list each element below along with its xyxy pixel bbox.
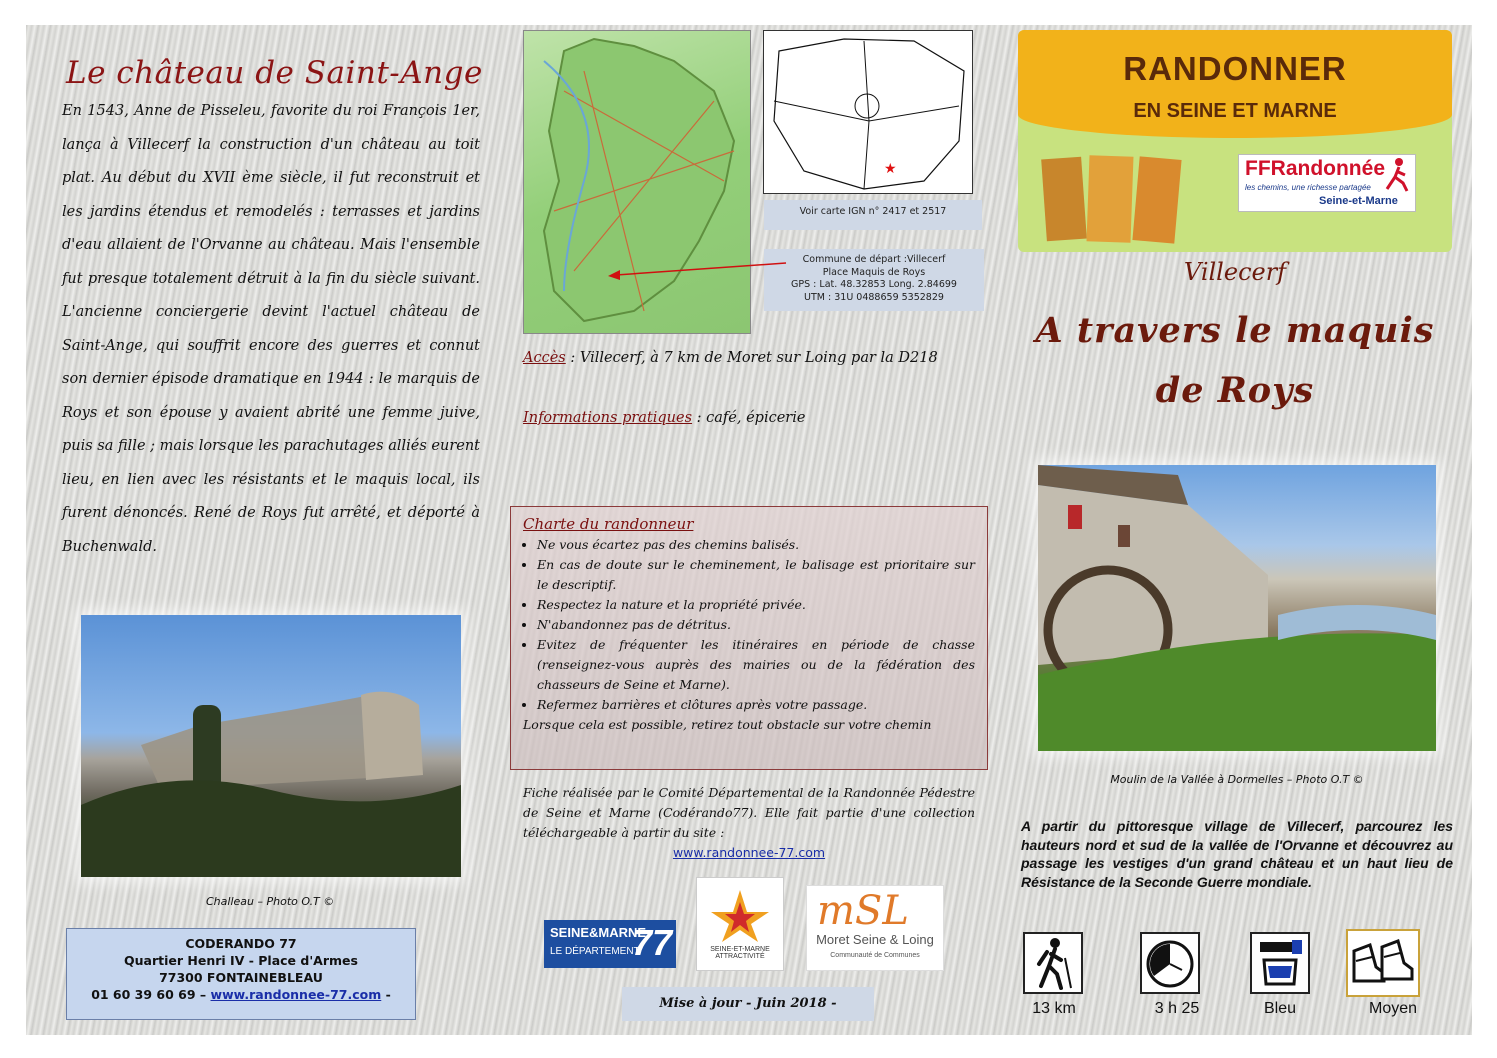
access-text: : Villecerf, à 7 km de Moret sur Loing par la D218 xyxy=(565,350,938,366)
clock-icon xyxy=(1140,932,1200,994)
castle-photo-caption: Challeau – Photo O.T © xyxy=(206,895,335,908)
fiche-text: Fiche réalisée par le Comité Départemental de la Randonnée Pédestre de Seine et Marne (Codérando77). Elle fait partie d'une collection téléchargeable à partir du site : xyxy=(523,785,975,840)
moret-seine-loing-logo xyxy=(806,885,944,971)
place-name: Villecerf xyxy=(1183,258,1287,286)
walk-title-line2: de Roys xyxy=(1155,370,1315,411)
distance-value: 13 km xyxy=(1032,1000,1076,1017)
duration-value: 3 h 25 xyxy=(1154,1000,1200,1017)
ign-map-note: Voir carte IGN n° 2417 et 2517 xyxy=(764,200,982,230)
departure-place: Place Maquis de Roys xyxy=(822,266,926,278)
address-city: 77300 FONTAINEBLEAU xyxy=(159,970,323,985)
brochure-page xyxy=(26,25,1472,1035)
address-suffix: - xyxy=(381,987,391,1002)
guide-cover-2 xyxy=(1087,155,1134,242)
mill-photo xyxy=(1038,465,1436,751)
address-contact xyxy=(67,986,415,1003)
castle-title: Le château de Saint-Ange xyxy=(66,55,483,91)
charter-item: • Refermez barrières et clôtures après votre passage. xyxy=(537,695,975,715)
departure-gps: GPS : Lat. 48.32853 Long. 2.84699 xyxy=(791,279,957,290)
address-org: CODERANDO 77 xyxy=(185,936,297,951)
ff-tagline: les chemins, une richesse partagée xyxy=(1245,183,1371,192)
charter-item: • N'abandonnez pas de détritus. xyxy=(537,615,975,635)
ile-de-france-map xyxy=(763,30,973,194)
fiche-website-link[interactable]: www.randonnee-77.com xyxy=(672,845,826,860)
walk-description: A partir du pittoresque village de Villecerf, parcourez les hauteurs nord et sud de la vallée de l'Orvanne et découvrez au passage les vestiges d'un grand château et un haut lieu de Résistance de la Seconde Guerre mondiale. xyxy=(1021,818,1453,890)
difficulty-value: Moyen xyxy=(1368,1000,1418,1017)
charter-item: • En cas de doute sur le cheminement, le balisage est prioritaire sur le descriptif. xyxy=(537,555,975,595)
msl-mark-icon: mSL xyxy=(817,888,909,934)
hiker-charter-box xyxy=(510,506,988,770)
ff-sub: Seine-et-Marne xyxy=(1319,195,1398,207)
address-box xyxy=(66,928,416,1020)
charter-item: • Evitez de fréquenter les itinéraires en période de chasse (renseignez-vous auprès des mairies ou de la fédération des chasseurs de Seine et Marne). xyxy=(537,635,975,695)
department-map xyxy=(523,30,751,334)
mill-photo-caption: Moulin de la Vallée à Dormelles – Photo O.T © xyxy=(1110,773,1364,786)
star-icon xyxy=(697,884,783,944)
departure-utm: UTM : 31U 0488659 5352829 xyxy=(804,291,944,303)
randonner-banner xyxy=(1018,30,1452,252)
logo77-number: 77 xyxy=(631,922,672,963)
departure-arrow-icon xyxy=(606,260,788,280)
charter-list xyxy=(523,535,975,715)
ff-hiker-icon xyxy=(1383,157,1411,193)
banner-title: RANDONNER xyxy=(1123,50,1347,87)
walk-title xyxy=(1018,301,1452,421)
logo77-line1: SEINE&MARNE xyxy=(550,925,647,940)
ffrandonnee-logo xyxy=(1238,154,1416,212)
charter-item: • Ne vous écartez pas des chemins balisés. xyxy=(537,535,975,555)
boots-icon xyxy=(1346,929,1420,997)
address-website-link[interactable]: www.randonnee-77.com xyxy=(210,987,382,1002)
paint-brush-icon xyxy=(1250,932,1310,994)
svg-text:★: ★ xyxy=(884,161,897,177)
charter-title: Charte du randonneur xyxy=(523,515,694,533)
seine-et-marne-departement-logo xyxy=(544,920,676,968)
practical-info-label: Informations pratiques xyxy=(523,410,693,426)
charter-last-line: Lorsque cela est possible, retirez tout obstacle sur votre chemin xyxy=(523,717,932,732)
guide-cover-1 xyxy=(1041,157,1087,242)
access-label: Accès xyxy=(523,350,566,366)
access-info xyxy=(523,350,938,366)
logo77-line2: LE DÉPARTEMENT xyxy=(550,946,640,957)
castle-story: En 1543, Anne de Pisseleu, favorite du roi François 1er, lança à Villecerf la construction d'un château au toit plat. Au début du XVII ème siècle, il fut reconstruit et les jardins étendus et remodelés : terrasses et jardins d'eau allaient de l'Orvanne au château. Mais l'ensemble fut presque totalement détruit à la fin du siècle suivant. L'ancienne conciergerie devint l'actuel château de Saint-Ange, qui souffrit encore des guerres et connut son dernier épisode dramatique en 1944 : le marquis de Roys et son épouse y avaient abrité une femme juive, puis sa fille ; mais lorsque les parachutages alliés eurent lieu, en lien avec les résistants et le maquis local, ils furent dénoncés. René de Roys fut arrêté, et déporté à Buchenwald. xyxy=(62,103,481,555)
practical-info xyxy=(523,410,805,426)
hiker-icon xyxy=(1023,932,1083,994)
banner-subtitle: EN SEINE ET MARNE xyxy=(1133,100,1337,122)
attractivite-label: SEINE-ET-MARNE ATTRACTIVITÉ xyxy=(710,946,770,960)
ff-logo-text: FFRandonnée xyxy=(1245,157,1385,180)
update-date: Mise à jour - Juin 2018 - xyxy=(622,987,874,1021)
practical-info-text: : café, épicerie xyxy=(692,410,806,426)
msl-sub: Communauté de Communes xyxy=(830,952,920,959)
charter-item: • Respectez la nature et la propriété privée. xyxy=(537,595,975,615)
address-street: Quartier Henri IV - Place d'Armes xyxy=(124,953,358,968)
seine-et-marne-attractivite-logo xyxy=(696,877,784,971)
fiche-credits xyxy=(523,783,975,863)
msl-name: Moret Seine & Loing xyxy=(816,932,934,947)
castle-ruins-photo xyxy=(81,615,461,877)
walk-title-line1: A travers le maquis xyxy=(1035,310,1435,351)
departure-info xyxy=(764,249,984,311)
marking-value: Bleu xyxy=(1263,1000,1297,1017)
departure-commune: Commune de départ :Villecerf xyxy=(802,254,946,265)
guide-cover-3 xyxy=(1132,156,1181,243)
address-phone: 01 60 39 60 69 – xyxy=(91,987,211,1002)
